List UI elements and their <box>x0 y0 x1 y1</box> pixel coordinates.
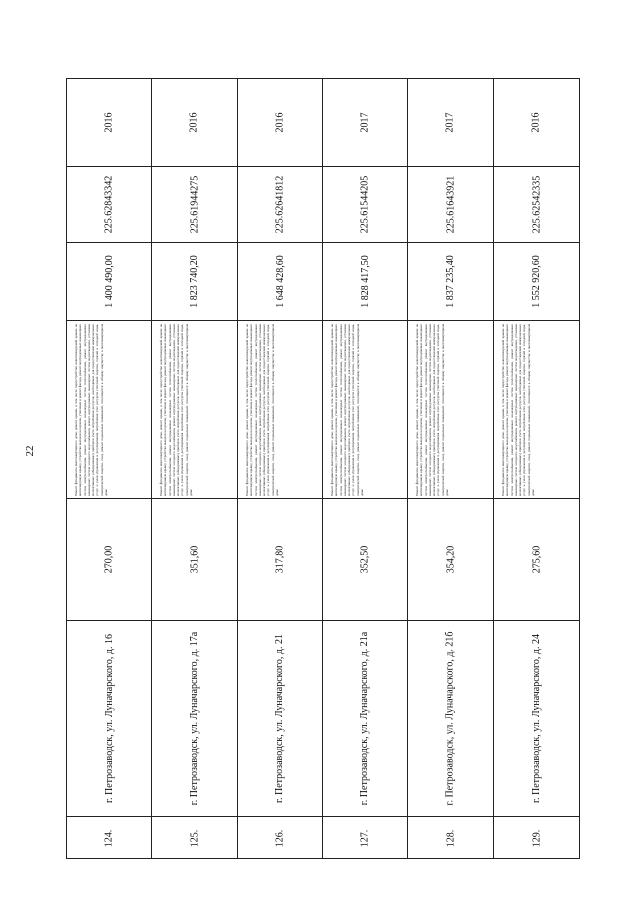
row-number-cell: 126. <box>274 829 286 848</box>
total-cost-cell: 1 828 417,50 <box>323 243 407 321</box>
address-cell: г. Петрозаводск, ул. Луначарского, д. 21б <box>408 621 492 817</box>
table-row <box>238 79 323 858</box>
specific-cost-cell: 225.61944275 <box>152 167 236 243</box>
total-cost-cell: 1 837 235,40 <box>408 243 492 321</box>
works-text: Ремонт фундамента многоквартирного дома, ремонт крыши, в том числе переустройство невентилируемой крыши на вентилируемую крышу, устройство выходов на кровлю, утепление и ремонт фасада, ремонт внутридомовых инженерных систем электроснабжения, ремонт внутридомовых инженерных систем теплоснабжения, ремонт внутридомовых инженерных систем холодного водоснабжения, ремонт внутридомовых инженерных систем водоотведения, установка коллективных (общедомовых) приборов учета потребления ресурсов, необходимых для предоставления коммунальных услуг, и узлов управления и регулирования потребления этих ресурсов (тепловой энергии, горячей и холодной воды, электрической энергии, газа), ремонт подвальных помещений, относящихся к общему имуществу в многоквартирном доме <box>415 323 450 496</box>
year-cell: 2016 <box>67 79 151 167</box>
total-cost-cell: 1 823 740,20 <box>152 243 236 321</box>
year-cell: 2017 <box>408 79 492 167</box>
address-cell: г. Петрозаводск, ул. Луначарского, д. 16 <box>67 621 151 817</box>
table-row <box>323 79 408 858</box>
works-text: Ремонт фундамента многоквартирного дома, ремонт крыши, в том числе переустройство невентилируемой крыши на вентилируемую крышу, устройство выходов на кровлю, утепление и ремонт фасада, ремонт внутридомовых инженерных систем электроснабжения, ремонт внутридомовых инженерных систем теплоснабжения, ремонт внутридомовых инженерных систем холодного водоснабжения, ремонт внутридомовых инженерных систем водоотведения, установка коллективных (общедомовых) приборов учета потребления ресурсов, необходимых для предоставления коммунальных услуг, и узлов управления и регулирования потребления этих ресурсов (тепловой энергии, горячей и холодной воды, электрической энергии, газа), ремонт подвальных помещений, относящихся к общему имуществу в многоквартирном доме <box>74 323 109 496</box>
row-number-cell: 128. <box>444 829 456 848</box>
year-cell: 2016 <box>152 79 236 167</box>
works-text: Ремонт фундамента многоквартирного дома, ремонт крыши, в том числе переустройство невентилируемой крыши на вентилируемую крышу, устройство выходов на кровлю, утепление и ремонт фасада, ремонт внутридомовых инженерных систем электроснабжения, ремонт внутридомовых инженерных систем теплоснабжения, ремонт внутридомовых инженерных систем холодного водоснабжения, ремонт внутридомовых инженерных систем водоотведения, установка коллективных (общедомовых) приборов учета потребления ресурсов, необходимых для предоставления коммунальных услуг, и узлов управления и регулирования потребления этих ресурсов (тепловой энергии, горячей и холодной воды, электрической энергии, газа), ремонт подвальных помещений, относящихся к общему имуществу в многоквартирном доме <box>501 323 536 496</box>
address-cell: г. Петрозаводск, ул. Луначарского, д. 21а <box>323 621 407 817</box>
row-number-cell: 124. <box>103 829 115 848</box>
specific-cost-cell: 225.61544205 <box>323 167 407 243</box>
area-cell: 275,60 <box>494 499 579 621</box>
total-cost-cell: 1 552 920,60 <box>494 243 579 321</box>
row-number-cell: 129. <box>530 829 542 848</box>
address-cell: г. Петрозаводск, ул. Луначарского, д. 17а <box>152 621 236 817</box>
works-cell <box>323 321 407 499</box>
works-cell <box>238 321 322 499</box>
area-cell: 351,60 <box>152 499 236 621</box>
specific-cost-cell: 225.61643921 <box>408 167 492 243</box>
works-text: Ремонт фундамента многоквартирного дома, ремонт крыши, в том числе переустройство невентилируемой крыши на вентилируемую крышу, устройство выходов на кровлю, утепление и ремонт фасада, ремонт внутридомовых инженерных систем электроснабжения, ремонт внутридомовых инженерных систем теплоснабжения, ремонт внутридомовых инженерных систем холодного водоснабжения, ремонт внутридомовых инженерных систем водоотведения, установка коллективных (общедомовых) приборов учета потребления ресурсов, необходимых для предоставления коммунальных услуг, и узлов управления и регулирования потребления этих ресурсов (тепловой энергии, горячей и холодной воды, электрической энергии, газа), ремонт подвальных помещений, относящихся к общему имуществу в многоквартирном доме <box>159 323 194 496</box>
page-number: 22 <box>24 445 36 457</box>
year-cell: 2016 <box>494 79 579 167</box>
area-cell: 317,80 <box>238 499 322 621</box>
address-cell: г. Петрозаводск, ул. Луначарского, д. 21 <box>238 621 322 817</box>
row-number-cell: 125. <box>188 829 200 848</box>
specific-cost-cell: 225.62641812 <box>238 167 322 243</box>
specific-cost-cell: 225.62542335 <box>494 167 579 243</box>
works-cell <box>408 321 492 499</box>
table-row <box>494 79 579 858</box>
specific-cost-cell: 225.62843342 <box>67 167 151 243</box>
table-row <box>408 79 493 858</box>
total-cost-cell: 1 648 428,60 <box>238 243 322 321</box>
table-row <box>67 79 152 858</box>
works-text: Ремонт фундамента многоквартирного дома, ремонт крыши, в том числе переустройство невентилируемой крыши на вентилируемую крышу, устройство выходов на кровлю, утепление и ремонт фасада, ремонт внутридомовых инженерных систем электроснабжения, ремонт внутридомовых инженерных систем теплоснабжения, ремонт внутридомовых инженерных систем холодного водоснабжения, ремонт внутридомовых инженерных систем водоотведения, установка коллективных (общедомовых) приборов учета потребления ресурсов, необходимых для предоставления коммунальных услуг, и узлов управления и регулирования потребления этих ресурсов (тепловой энергии, горячей и холодной воды, электрической энергии, газа), ремонт подвальных помещений, относящихся к общему имуществу в многоквартирном доме <box>330 323 365 496</box>
repair-schedule-table <box>66 78 580 859</box>
year-cell: 2016 <box>238 79 322 167</box>
row-number-cell: 127. <box>359 829 371 848</box>
works-cell <box>494 321 579 499</box>
works-text: Ремонт фундамента многоквартирного дома, ремонт крыши, в том числе переустройство невентилируемой крыши на вентилируемую крышу, устройство выходов на кровлю, утепление и ремонт фасада, ремонт внутридомовых инженерных систем электроснабжения, ремонт внутридомовых инженерных систем теплоснабжения, ремонт внутридомовых инженерных систем холодного водоснабжения, ремонт внутридомовых инженерных систем водоотведения, установка коллективных (общедомовых) приборов учета потребления ресурсов, необходимых для предоставления коммунальных услуг, и узлов управления и регулирования потребления этих ресурсов (тепловой энергии, горячей и холодной воды, электрической энергии, газа), ремонт подвальных помещений, относящихся к общему имуществу в многоквартирном доме <box>244 323 279 496</box>
area-cell: 354,20 <box>408 499 492 621</box>
table-row <box>152 79 237 858</box>
works-cell <box>67 321 151 499</box>
address-cell: г. Петрозаводск, ул. Луначарского, д. 24 <box>494 621 579 817</box>
area-cell: 270,00 <box>67 499 151 621</box>
area-cell: 352,50 <box>323 499 407 621</box>
total-cost-cell: 1 400 490,00 <box>67 243 151 321</box>
works-cell <box>152 321 236 499</box>
year-cell: 2017 <box>323 79 407 167</box>
